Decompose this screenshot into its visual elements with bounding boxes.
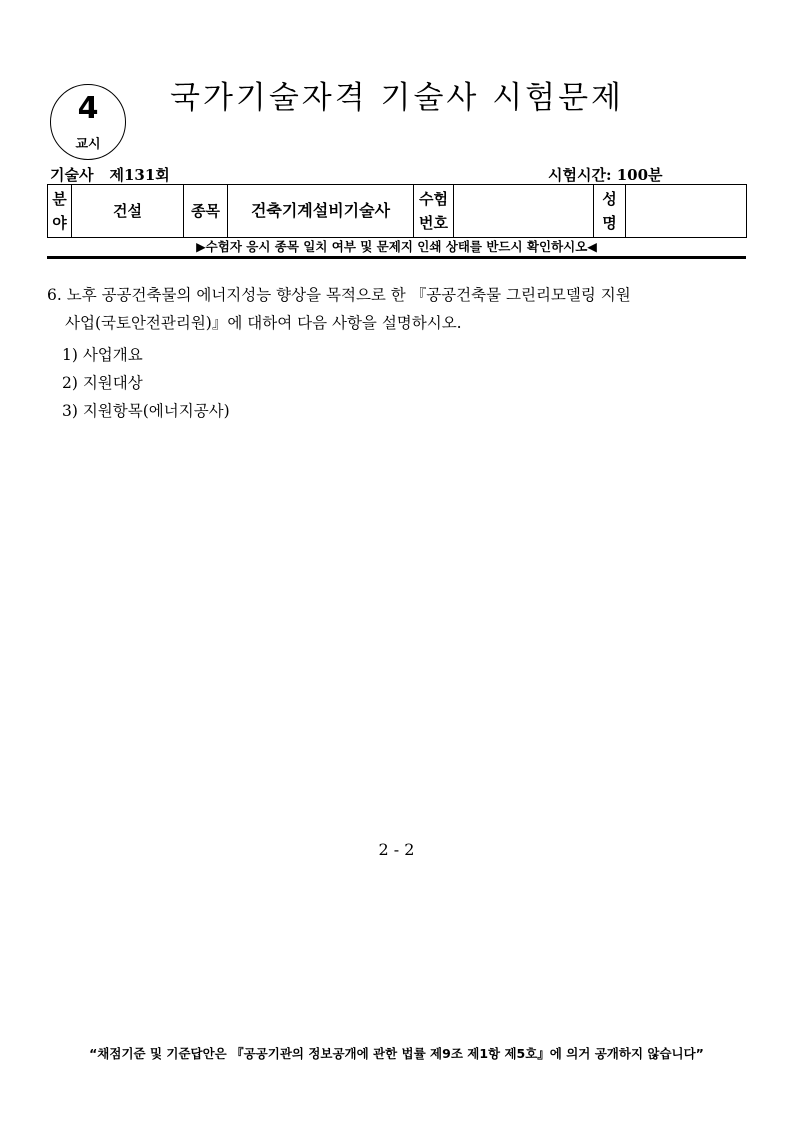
exam-number-label: 수험 번호 — [414, 185, 454, 238]
subject-label: 종목 — [184, 185, 228, 238]
exam-title: 국가기술자격 기술사 시험문제 — [170, 80, 625, 116]
field-value: 건설 — [72, 185, 184, 238]
period-number: 4 — [77, 91, 99, 126]
exam-round — [50, 164, 170, 185]
round-number: 제131회 — [109, 166, 170, 184]
exam-time: 시험시간: 100분 — [548, 166, 663, 184]
name-field[interactable] — [626, 185, 747, 238]
question-items — [62, 341, 230, 425]
question-line-1: 6. 노후 공공건축물의 에너지성능 향상을 목적으로 한 『공공건축물 그린리모델링 지원 — [47, 286, 631, 304]
question-line-2: 사업(국토안전관리원)』에 대하여 다음 사항을 설명하시오. — [65, 314, 462, 332]
field-label: 분 야 — [48, 185, 72, 238]
period-label: 교시 — [75, 137, 101, 152]
page-number: 2 - 2 — [378, 840, 415, 859]
subject-value: 건축기계설비기술사 — [228, 185, 414, 238]
exam-number-field[interactable] — [454, 185, 594, 238]
divider — [47, 256, 746, 259]
exam-info-table — [47, 184, 747, 238]
period-badge — [50, 84, 126, 160]
footer-disclaimer: “채점기준 및 기준답안은 『공공기관의 정보공개에 관한 법률 제9조 제1항 제5호』에 의거 공개하지 않습니다” — [89, 1046, 704, 1061]
name-label: 성 명 — [594, 185, 626, 238]
question-item: 2) 지원대상 — [62, 374, 143, 392]
question-item: 3) 지원항목(에너지공사) — [62, 402, 230, 420]
question — [47, 281, 747, 337]
question-item: 1) 사업개요 — [62, 346, 143, 364]
exam-category: 기술사 — [50, 166, 94, 184]
notice: ▶수험자 응시 종목 일치 여부 및 문제지 인쇄 상태를 반드시 확인하시오◀ — [196, 239, 597, 254]
